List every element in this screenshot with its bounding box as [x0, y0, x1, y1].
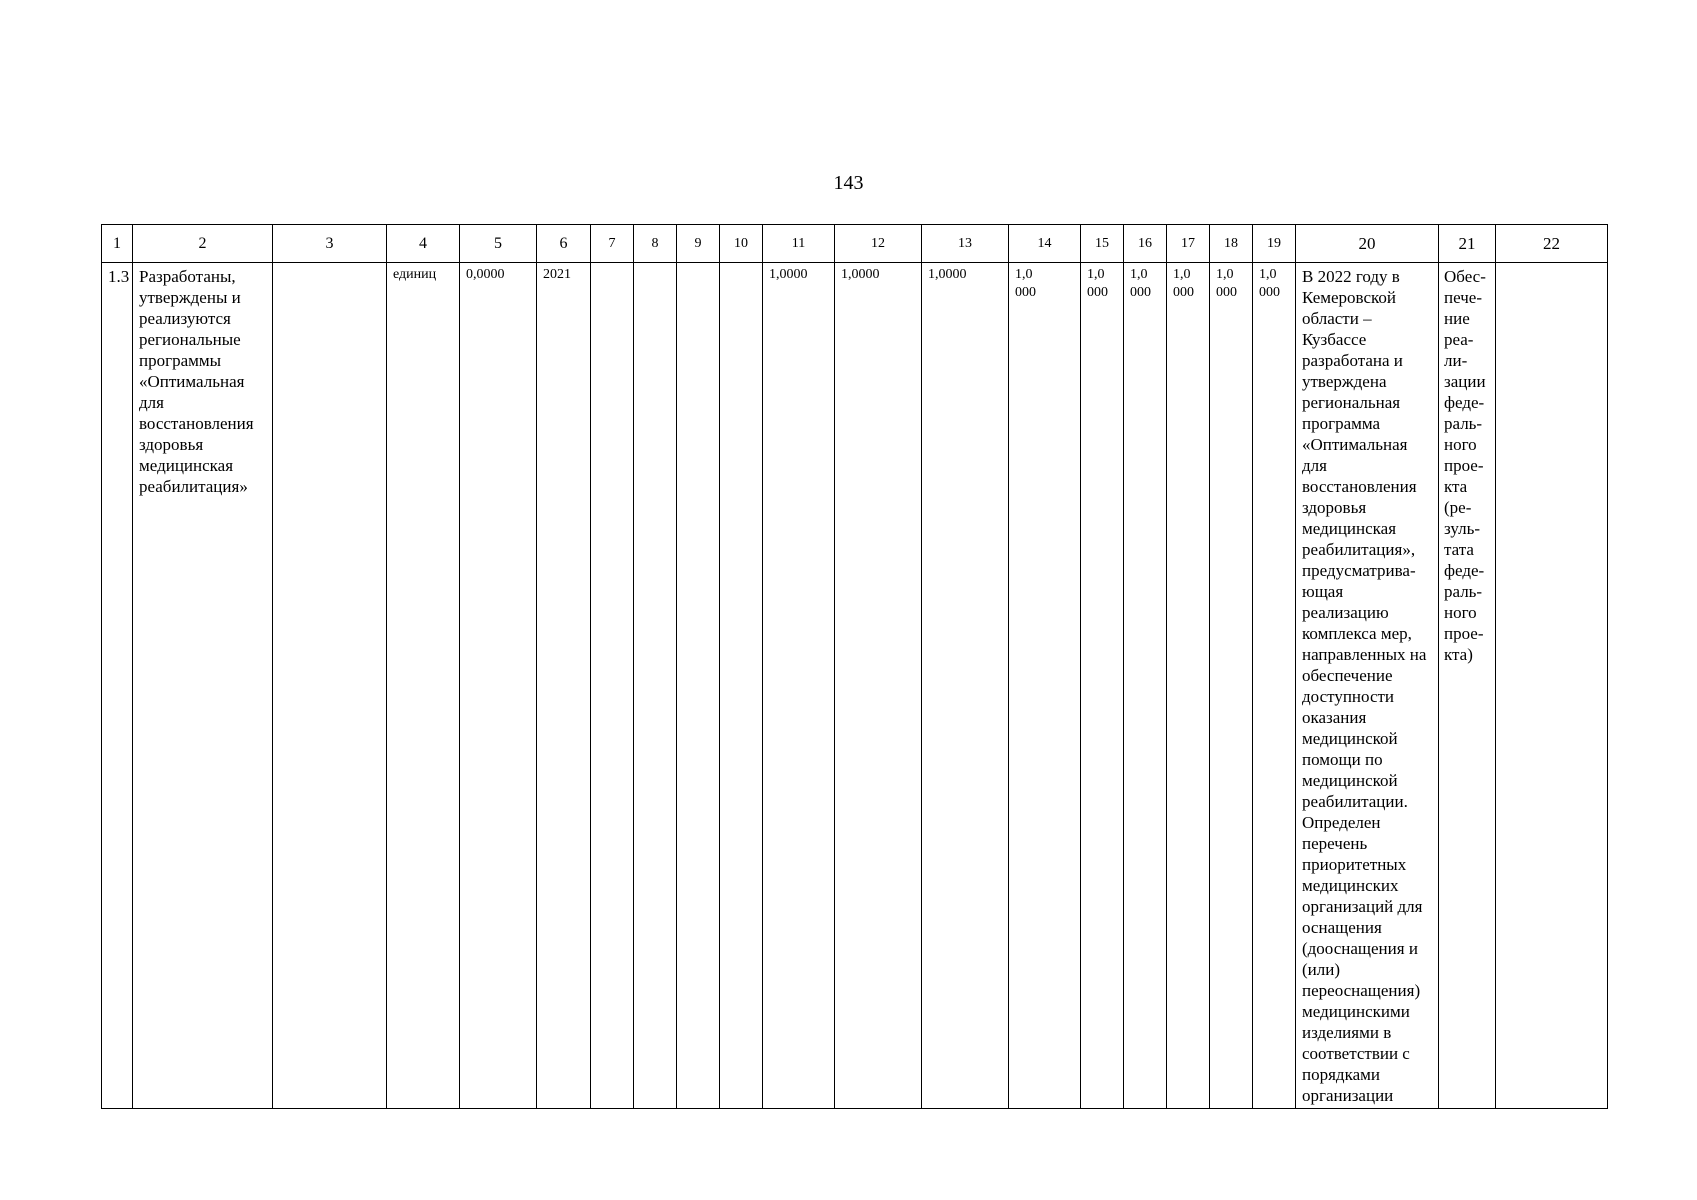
- column-header: 4: [387, 225, 460, 263]
- column-header: 6: [537, 225, 591, 263]
- value-cell: 1,0000: [922, 263, 1009, 1109]
- column-header: 22: [1496, 225, 1608, 263]
- column-header: 11: [763, 225, 835, 263]
- table-row: [102, 263, 1608, 1109]
- column-header: 8: [634, 225, 677, 263]
- table-cell: [720, 263, 763, 1109]
- column-header: 21: [1439, 225, 1496, 263]
- value-cell: 1,0 000: [1009, 263, 1081, 1109]
- value-cell: 1,0 000: [1210, 263, 1253, 1109]
- column-header: 13: [922, 225, 1009, 263]
- column-header: 1: [102, 225, 133, 263]
- column-header: 14: [1009, 225, 1081, 263]
- column-header: 9: [677, 225, 720, 263]
- column-header: 15: [1081, 225, 1124, 263]
- column-header: 7: [591, 225, 634, 263]
- value-cell: 1,0000: [763, 263, 835, 1109]
- table-cell: [591, 263, 634, 1109]
- column-header: 17: [1167, 225, 1210, 263]
- base-value-cell: 0,0000: [460, 263, 537, 1109]
- table-cell: [677, 263, 720, 1109]
- value-cell: 1,0 000: [1124, 263, 1167, 1109]
- value-cell: 1,0 000: [1081, 263, 1124, 1109]
- indicator-table: [101, 224, 1608, 1109]
- indicator-name-cell: Разработаны, утверждены и реализуются региональные программы «Оптимальная для восстановления здоровья медицинская реабилитация»: [133, 263, 273, 1109]
- column-header: 3: [273, 225, 387, 263]
- value-cell: 1,0000: [835, 263, 922, 1109]
- column-header: 20: [1296, 225, 1439, 263]
- description-cell: В 2022 году в Кемеровской области – Кузбассе разработана и утверждена региональная программа «Оптимальная для восстановления здоровья медицинская реабилитация», предусматрива- ющая реализацию комплекса мер, направленных на обеспечение доступности оказания медицинской помощи по медицинской реабилитации. Определен перечень приоритетных медицинских организаций для оснащения (дооснащения и (или) переоснащения) медицинскими изделиями в соответствии с порядками организации: [1296, 263, 1439, 1109]
- column-header: 18: [1210, 225, 1253, 263]
- value-cell: 1,0 000: [1167, 263, 1210, 1109]
- column-header: 19: [1253, 225, 1296, 263]
- value-cell: 1,0 000: [1253, 263, 1296, 1109]
- row-number-cell: 1.3: [102, 263, 133, 1109]
- header-row: [102, 225, 1608, 263]
- column-header: 12: [835, 225, 922, 263]
- column-header: 2: [133, 225, 273, 263]
- table-cell: [634, 263, 677, 1109]
- base-year-cell: 2021: [537, 263, 591, 1109]
- table-cell: [1496, 263, 1608, 1109]
- page-number: 143: [833, 172, 864, 194]
- unit-cell: единиц: [387, 263, 460, 1109]
- column-header: 16: [1124, 225, 1167, 263]
- table-cell: [273, 263, 387, 1109]
- basis-cell: Обес- пече- ние реа- ли- зации феде- раль- ного прое- кта (ре- зуль- тата феде- раль- ного прое- кта): [1439, 263, 1496, 1109]
- column-header: 10: [720, 225, 763, 263]
- column-header: 5: [460, 225, 537, 263]
